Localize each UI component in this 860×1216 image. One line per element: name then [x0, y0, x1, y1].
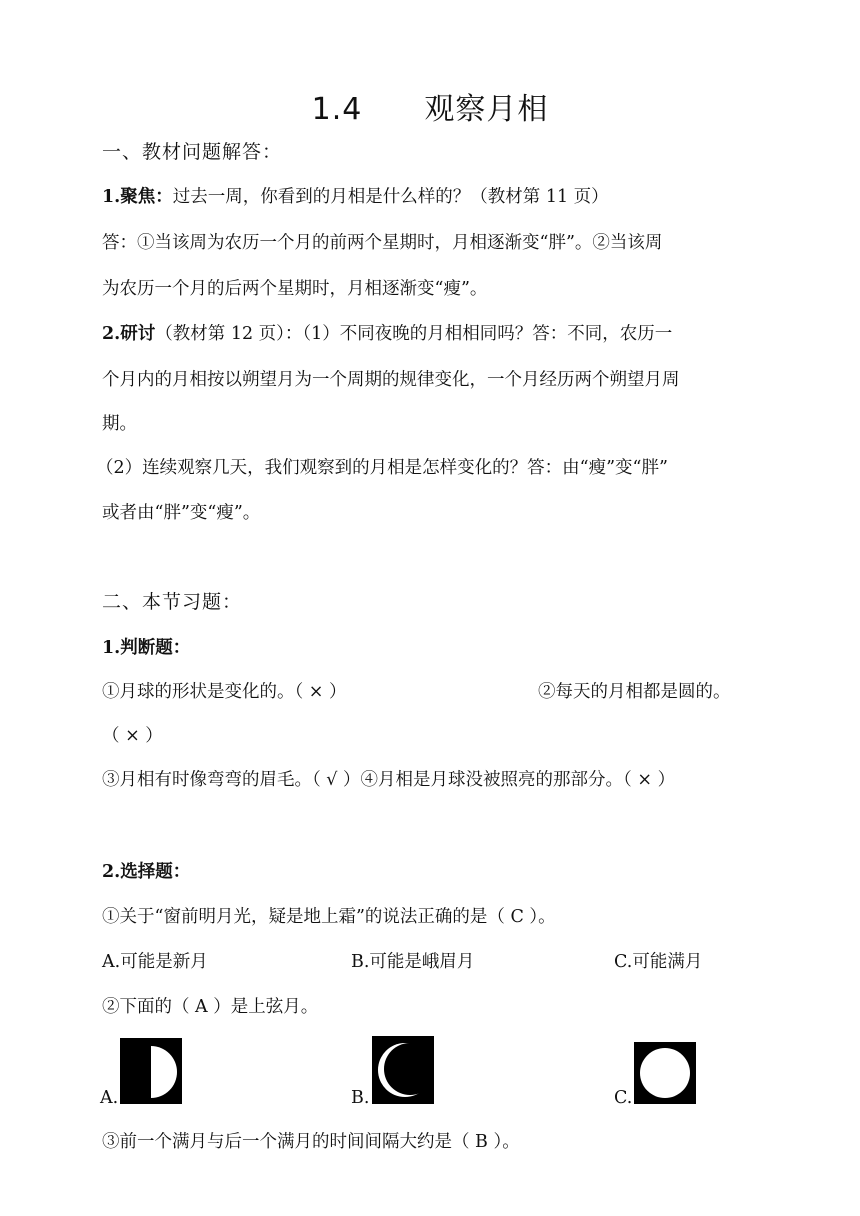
- choice-2-option-a-label: A.: [100, 1088, 119, 1108]
- judge-label: 1.判断题：: [102, 638, 191, 658]
- answer-focus-line-2: 为农历一个月的后两个星期时，月相逐渐变“瘦”。: [102, 279, 488, 299]
- choice-question-1: ①关于“窗前明月光，疑是地上霜”的说法正确的是（ C ）。: [102, 907, 556, 927]
- question-discuss-2-line-1: （2）连续观察几天，我们观察到的月相是怎样变化的？答：由“瘦”变“胖”: [96, 458, 668, 478]
- judge-items-3-4: ③月相有时像弯弯的眉毛。（ √ ）④月相是月球没被照亮的那部分。（ × ）: [102, 770, 676, 790]
- page-title: 1.4 观察月相: [311, 92, 549, 127]
- choice-question-3: ③前一个满月与后一个满月的时间间隔大约是（ B ）。: [102, 1132, 520, 1152]
- section-heading-textbook: 一、教材问题解答：: [102, 141, 283, 163]
- judge-item-2: ②每天的月相都是圆的。: [538, 682, 731, 702]
- choice-2-option-c-label: C.: [614, 1088, 633, 1108]
- answer-discuss-line-2: 个月内的月相按以朔望月为一个周期的规律变化，一个月经历两个朔望月周: [102, 370, 680, 390]
- judge-item-2-answer: （ × ）: [102, 726, 163, 746]
- choice-question-2: ②下面的（ A ）是上弦月。: [102, 997, 319, 1017]
- choice-1-option-c: C.可能满月: [614, 952, 703, 972]
- crescent-moon-icon: [372, 1036, 434, 1104]
- choice-2-option-b-label: B.: [351, 1088, 370, 1108]
- answer-discuss-line-3: 期。: [102, 414, 137, 434]
- answer-focus-line-1: 答：①当该周为农历一个月的前两个星期时，月相逐渐变“胖”。②当该周: [102, 233, 663, 253]
- question-discuss-2-line-2: 或者由“胖”变“瘦”。: [102, 503, 261, 523]
- choice-1-option-a: A.可能是新月: [102, 952, 208, 972]
- full-moon-icon: [634, 1042, 696, 1104]
- first-quarter-moon-icon: [120, 1038, 182, 1104]
- choice-1-option-b: B.可能是峨眉月: [351, 952, 475, 972]
- question-discuss-text: （教材第 12 页）：（1）不同夜晚的月相相同吗？答：不同，农历一: [155, 324, 673, 344]
- question-discuss: [102, 322, 672, 346]
- question-focus-text: 过去一周，你看到的月相是什么样的？（教材第 11 页）: [172, 187, 609, 207]
- section-heading-exercises: 二、本节习题：: [102, 591, 243, 613]
- question-focus: [102, 185, 609, 209]
- question-focus-label: 1.聚焦：: [102, 187, 173, 207]
- choice-label: 2.选择题：: [102, 862, 191, 882]
- judge-item-1: ①月球的形状是变化的。（ × ）: [102, 682, 347, 702]
- question-discuss-label: 2.研讨: [102, 324, 156, 344]
